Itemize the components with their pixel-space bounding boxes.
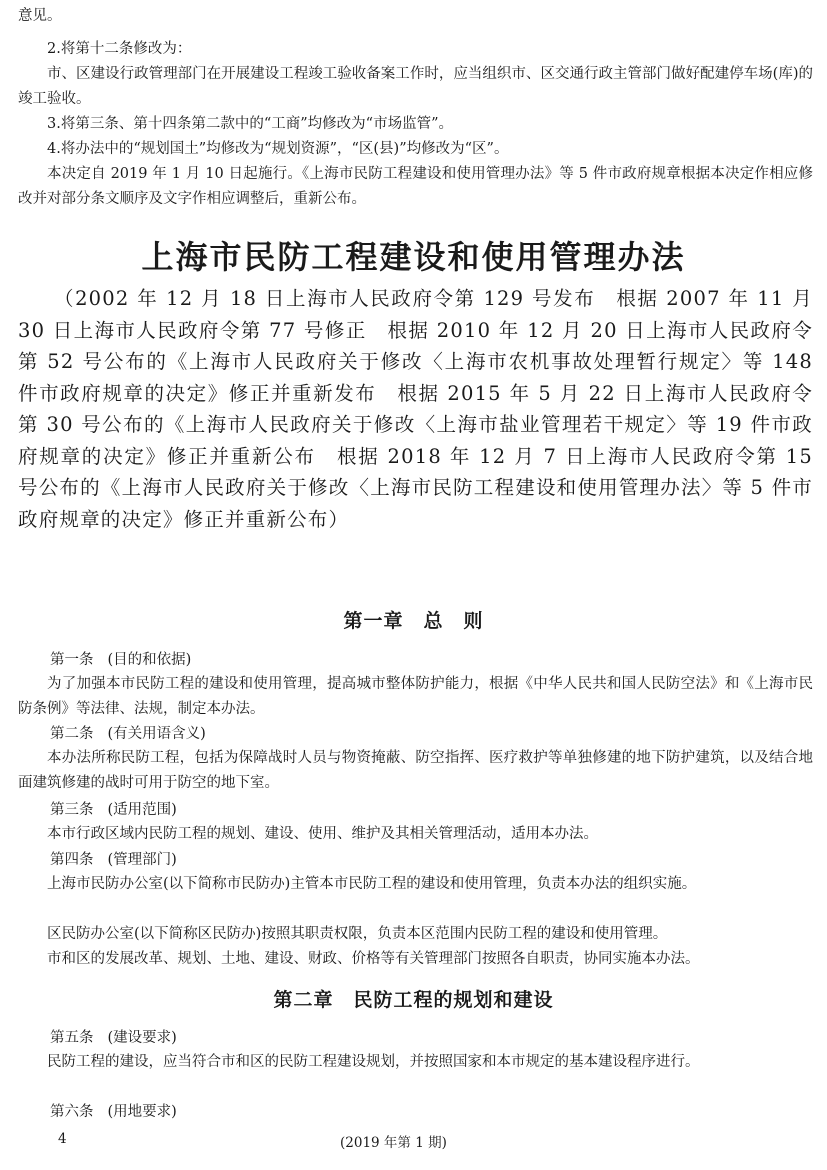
article-6-number: 第六条 [50,1104,94,1120]
amendment-item-4: 4.将办法中的“规划国土”均修改为“规划资源”，“区(县)”均修改为“区”。 [47,141,509,157]
article-6-topic: (用地要求) [107,1104,177,1120]
opinion-tail: 意见。 [18,8,62,24]
article-3-body: 本市行政区域内民防工程的规划、建设、使用、维护及其相关管理活动，适用本办法。 [47,826,598,842]
effective-date-statement: 本决定自 2019 年 1 月 10 日起施行。《上海市民防工程建设和使用管理办法》等 5 件市政府规章根据本决定作相应修改并对部分条文顺序及文字作相应调整后，重新公布。 [18,166,813,207]
article-2-heading [50,722,206,743]
issue-label: (2019 年第 1 期) [340,1135,447,1151]
article-4-paragraph-3: 市和区的发展改革、规划、土地、建设、财政、价格等有关管理部门按照各自职责，协同实施本办法。 [47,951,700,967]
amendment-item-2-title: 2.将第十二条修改为： [47,41,192,57]
article-3-topic: (适用范围) [107,802,177,818]
article-2-topic: (有关用语含义) [107,726,206,742]
article-5-body: 民防工程的建设，应当符合市和区的民防工程建设规划，并按照国家和本市规定的基本建设程序进行。 [47,1054,700,1070]
article-1-body: 为了加强本市民防工程的建设和使用管理，提高城市整体防护能力，根据《中华人民共和国人民防空法》和《上海市民防条例》等法律、法规，制定本办法。 [18,676,813,717]
source-note: （2002 年 12 月 18 日上海市人民政府令第 129 号发布 根据 2007 年 11 月 30 日上海市人民政府令第 77 号修正 根据 2010 年 12 月 20 日上海市人民政府令第 52 号公布的《上海市人民政府关于修改〈上海市农机事故处理暂行规定〉等 148 件市政府规章的决定》修正并重新发布 根据 2015 年 5 月 22 日上海市人民政府令第 30 号公布的《上海市人民政府关于修改〈上海市盐业管理若干规定〉等 19 件市政府规章的决定》修正并重新公布 根据 2018 年 12 月 7 日上海市人民政府令第 15 号公布的《上海市人民政府关于修改〈上海市民防工程建设和使用管理办法〉等 5 件市政府规章的决定》修正并重新公布） [18,287,813,531]
page-number: 4 [58,1131,67,1147]
amendment-item-2-body: 市、区建设行政管理部门在开展建设工程竣工验收备案工作时，应当组织市、区交通行政主管部门做好配建停车场(库)的竣工验收。 [18,66,813,107]
article-5-heading [50,1026,177,1047]
article-1-heading [50,648,191,669]
article-1-number: 第一条 [50,652,94,668]
chapter-1-title: 第一章 总 则 [343,610,484,632]
article-6-heading [50,1100,177,1121]
article-3-heading [50,798,177,819]
article-5-number: 第五条 [50,1030,94,1046]
article-1-topic: (目的和依据) [107,652,192,668]
amendment-item-3: 3.将第三条、第十四条第二款中的“工商”均修改为“市场监管”。 [47,116,453,132]
article-2-number: 第二条 [50,726,94,742]
article-4-topic: (管理部门) [107,852,177,868]
article-2-body: 本办法所称民防工程，包括为保障战时人员与物资掩蔽、防空指挥、医疗救护等单独修建的地下防护建筑，以及结合地面建筑修建的战时可用于防空的地下室。 [18,750,813,791]
article-5-topic: (建设要求) [107,1030,177,1046]
chapter-2-title: 第二章 民防工程的规划和建设 [273,989,554,1011]
article-4-number: 第四条 [50,852,94,868]
article-4-paragraph-1: 上海市民防办公室(以下简称市民防办)主管本市民防工程的建设和使用管理，负责本办法的组织实施。 [47,876,697,892]
article-3-number: 第三条 [50,802,94,818]
article-4-paragraph-2: 区民防办公室(以下简称区民防办)按照其职责权限，负责本区范围内民防工程的建设和使用管理。 [47,926,668,942]
article-4-heading [50,848,177,869]
document-title: 上海市民防工程建设和使用管理办法 [141,238,686,276]
